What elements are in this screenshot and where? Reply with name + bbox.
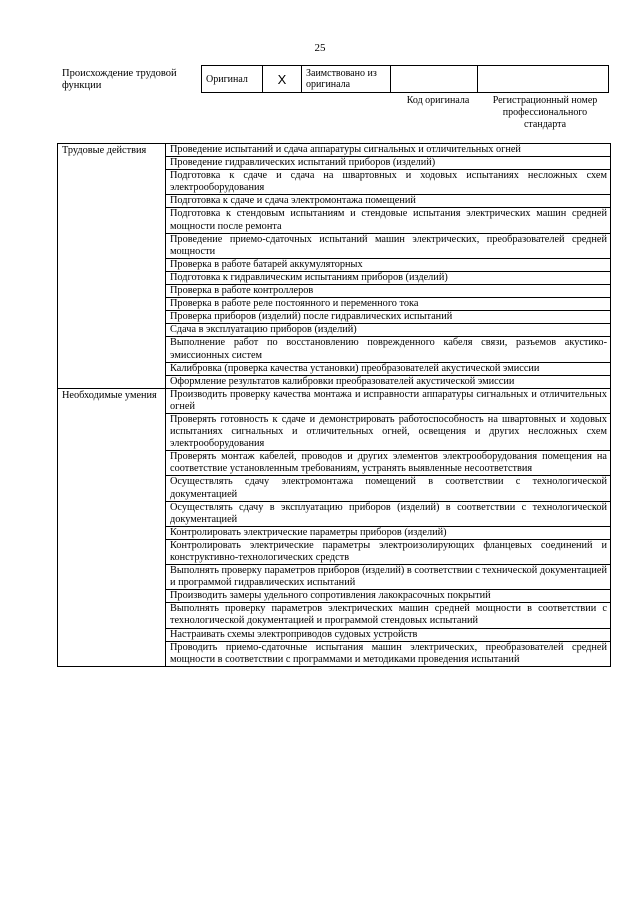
list-item: Выполнять проверку параметров приборов (изделий) в соответствии с технической документацией и программой гидравлических испытаний	[166, 565, 611, 590]
original-label: Оригинал	[202, 66, 263, 93]
list-item: Подготовка к сдаче и сдача электромонтажа помещений	[166, 195, 611, 208]
function-table	[57, 143, 611, 667]
list-item: Проверка в работе контроллеров	[166, 285, 611, 298]
page-number: 25	[314, 42, 326, 54]
original-code-cell	[391, 66, 478, 93]
table-row	[58, 388, 611, 413]
list-item: Проведение гидравлических испытаний приборов (изделий)	[166, 157, 611, 170]
list-item: Подготовка к стендовым испытаниям и стендовые испытания электрических машин средней мощности после ремонта	[166, 208, 611, 233]
section-label: Необходимые умения	[58, 388, 166, 666]
list-item: Проверять готовность к сдаче и демонстрировать работоспособность на швартовных и ходовых испытаниях сигнальных и отличительных огней, освещения и других несложных схем электрооборудования	[166, 413, 611, 450]
list-item: Сдача в эксплуатацию приборов (изделий)	[166, 324, 611, 337]
list-item: Выполнять проверку параметров электрических машин средней мощности в соответствии с технологической документацией и программой стендовых испытаний	[166, 603, 611, 628]
list-item: Подготовка к сдаче и сдача на швартовных и ходовых испытаниях несложных схем электрооборудования	[166, 170, 611, 195]
table-row	[58, 144, 611, 157]
list-item: Контролировать электрические параметры приборов (изделий)	[166, 526, 611, 539]
borrowed-label: Заимствовано из оригинала	[302, 66, 391, 93]
list-item: Проводить приемо-сдаточные испытания машин электрических, преобразователей средней мощности в соответствии с программами и методиками проведения испытаний	[166, 641, 611, 666]
list-item: Осуществлять сдачу электромонтажа помещений в соответствии с технологической документацией	[166, 476, 611, 501]
list-item: Проведение приемо-сдаточных испытаний машин электрических, преобразователей средней мощности	[166, 233, 611, 258]
list-item: Производить замеры удельного сопротивления лакокрасочных покрытий	[166, 590, 611, 603]
list-item: Проверка в работе батарей аккумуляторных	[166, 258, 611, 271]
list-item: Контролировать электрические параметры электроизолирующих фланцевых соединений и конструктивно-технологических средств	[166, 539, 611, 564]
original-mark: X	[263, 66, 302, 93]
registration-number-cell	[478, 66, 609, 93]
list-item: Выполнение работ по восстановлению поврежденного кабеля связи, разъемов акустико-эмиссионных систем	[166, 337, 611, 362]
origin-table	[201, 65, 609, 93]
list-item: Подготовка к гидравлическим испытаниям приборов (изделий)	[166, 271, 611, 284]
list-item: Оформление результатов калибровки преобразователей акустической эмиссии	[166, 375, 611, 388]
code-caption: Код оригинала	[406, 95, 470, 106]
list-item: Проверка в работе реле постоянного и переменного тока	[166, 298, 611, 311]
list-item: Настраивать схемы электроприводов судовых устройств	[166, 628, 611, 641]
section-label: Трудовые действия	[58, 144, 166, 389]
origin-label: Происхождение трудовой функции	[62, 68, 177, 91]
list-item: Проверка приборов (изделий) после гидравлических испытаний	[166, 311, 611, 324]
list-item: Проверять монтаж кабелей, проводов и других элементов электрооборудования помещения на соответствие установленным требованиям, устранять выявленные несоответствия	[166, 451, 611, 476]
list-item: Производить проверку качества монтажа и исправности аппаратуры сигнальных и отличительных огней	[166, 388, 611, 413]
list-item: Проведение испытаний и сдача аппаратуры сигнальных и отличительных огней	[166, 144, 611, 157]
list-item: Калибровка (проверка качества установки) преобразователей акустической эмиссии	[166, 362, 611, 375]
list-item: Осуществлять сдачу в эксплуатацию приборов (изделий) в соответствии с технологической документацией	[166, 501, 611, 526]
reg-caption: Регистрационный номер профессионального стандарта	[492, 95, 598, 130]
